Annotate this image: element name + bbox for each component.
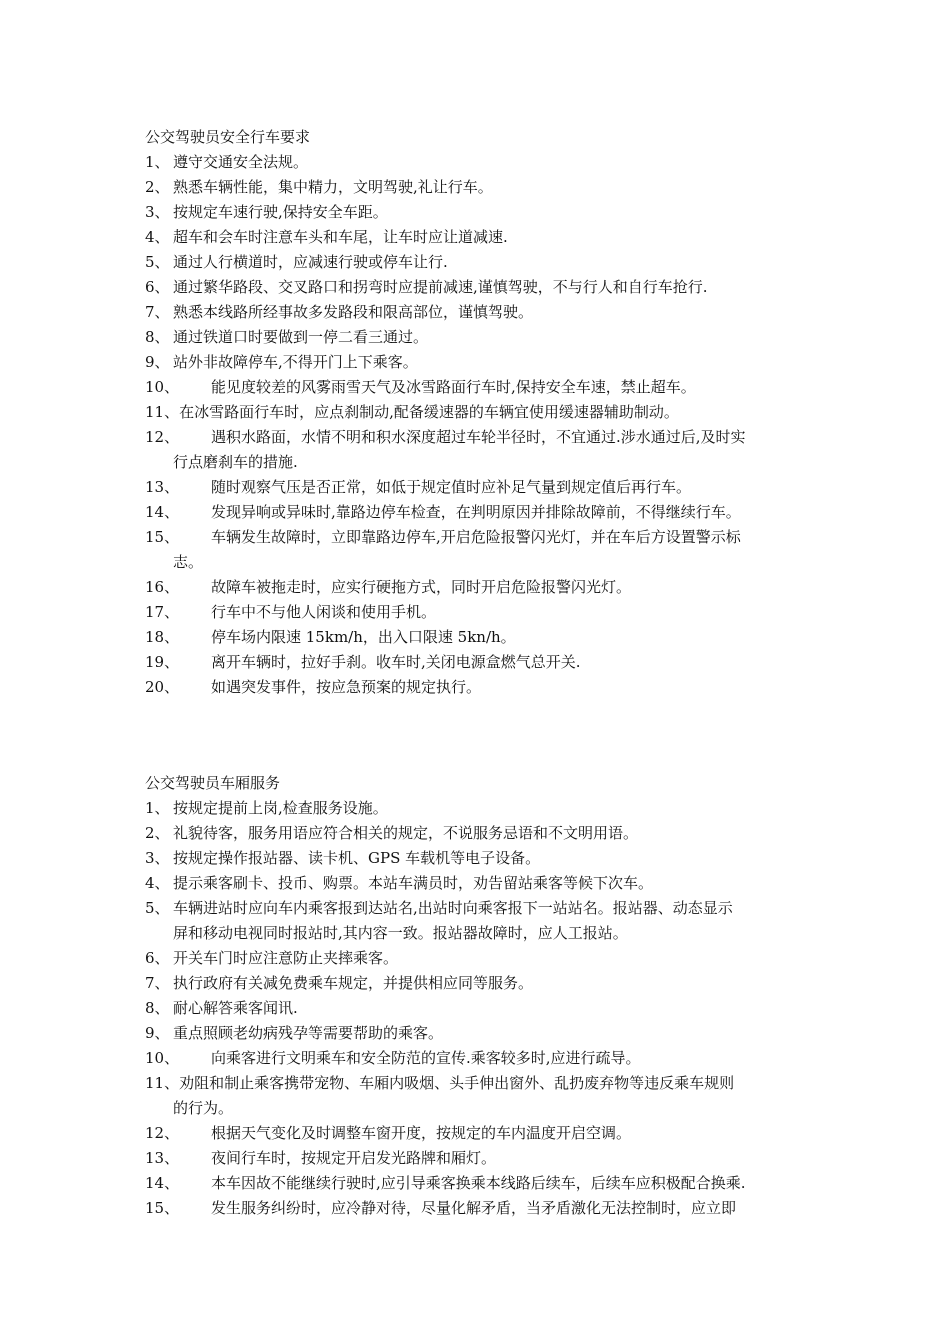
list-item xyxy=(145,375,810,400)
item-number: 7、 xyxy=(145,974,170,992)
list-item xyxy=(145,1071,810,1096)
list-item xyxy=(145,821,810,846)
item-text: 发现异响或异味时,靠路边停车检查，在判明原因并排除故障前，不得继续行车。 xyxy=(211,503,741,521)
list-item xyxy=(145,150,810,175)
item-number: 13、 xyxy=(145,1149,180,1167)
item-text: 遇积水路面，水情不明和积水深度超过车轮半径时，不宜通过.涉水通过后,及时实 xyxy=(211,428,746,446)
item-text: 在冰雪路面行车时，应点刹制动,配备缓速器的车辆宜使用缓速器辅助制动。 xyxy=(179,403,679,421)
item-continuation-text: 屏和移动电视同时报站时,其内容一致。报站器故障时，应人工报站。 xyxy=(173,924,628,942)
list-item xyxy=(145,350,810,375)
list-item xyxy=(145,946,810,971)
list-item xyxy=(145,1196,810,1221)
item-text: 通过繁华路段、交叉路口和拐弯时应提前减速,谨慎驾驶，不与行人和自行车抢行. xyxy=(173,278,708,296)
item-number: 4、 xyxy=(145,228,170,246)
item-text: 能见度较差的风雾雨雪天气及冰雪路面行车时,保持安全车速，禁止超车。 xyxy=(211,378,696,396)
list-item xyxy=(145,625,810,650)
item-text: 耐心解答乘客闻讯. xyxy=(173,999,298,1017)
item-number: 16、 xyxy=(145,578,180,596)
item-text: 站外非故障停车,不得开门上下乘客。 xyxy=(173,353,418,371)
item-text: 执行政府有关减免费乘车规定，并提供相应同等服务。 xyxy=(173,974,534,992)
list-item xyxy=(145,425,810,450)
item-number: 7、 xyxy=(145,303,170,321)
list-item xyxy=(145,200,810,225)
item-text: 提示乘客刷卡、投币、购票。本站车满员时，劝告留站乘客等候下次车。 xyxy=(173,874,654,892)
list-item xyxy=(145,996,810,1021)
item-number: 19、 xyxy=(145,653,180,671)
list-item xyxy=(145,846,810,871)
item-text: 超车和会车时注意车头和车尾，让车时应让道减速. xyxy=(173,228,508,246)
item-text: 离开车辆时，拉好手刹。收车时,关闭电源盒燃气总开关. xyxy=(211,653,581,671)
list-item xyxy=(145,600,810,625)
item-text: 本车因故不能继续行驶时,应引导乘客换乘本线路后续车，后续车应积极配合换乘. xyxy=(211,1174,746,1192)
list-item xyxy=(145,525,810,550)
item-number: 9、 xyxy=(145,353,170,371)
list-item xyxy=(145,1121,810,1146)
list-item xyxy=(145,275,810,300)
item-number: 18、 xyxy=(145,628,180,646)
item-text: 按规定车速行驶,保持安全车距。 xyxy=(173,203,388,221)
item-continuation-text: 行点磨刹车的措施. xyxy=(173,453,298,471)
item-number: 15、 xyxy=(145,1199,180,1217)
item-text: 根据天气变化及时调整车窗开度，按规定的车内温度开启空调。 xyxy=(211,1124,632,1142)
item-text: 礼貌待客，服务用语应符合相关的规定，不说服务忌语和不文明用语。 xyxy=(173,824,639,842)
list-item xyxy=(145,1171,810,1196)
item-number: 1、 xyxy=(145,153,170,171)
cabin-service-section xyxy=(145,771,810,1221)
item-text: 通过人行横道时，应减速行驶或停车让行. xyxy=(173,253,448,271)
list-item xyxy=(145,1146,810,1171)
item-text: 随时观察气压是否正常，如低于规定值时应补足气量到规定值后再行车。 xyxy=(211,478,692,496)
item-text: 熟悉本线路所经事故多发路段和限高部位，谨慎驾驶。 xyxy=(173,303,534,321)
item-text: 重点照顾老幼病残孕等需要帮助的乘客。 xyxy=(173,1024,444,1042)
item-number: 4、 xyxy=(145,874,170,892)
item-text: 停车场内限速 15km/h，出入口限速 5kn/h。 xyxy=(211,628,516,646)
list-item xyxy=(145,896,810,921)
item-number: 5、 xyxy=(145,253,170,271)
item-number: 8、 xyxy=(145,999,170,1017)
item-number: 9、 xyxy=(145,1024,170,1042)
item-text: 行车中不与他人闲谈和使用手机。 xyxy=(211,603,437,621)
service-list xyxy=(145,796,810,1221)
safety-requirements-section xyxy=(145,125,810,700)
item-text: 按规定提前上岗,检查服务设施。 xyxy=(173,799,388,817)
item-continuation-text: 的行为。 xyxy=(173,1099,234,1117)
item-number: 17、 xyxy=(145,603,180,621)
item-text: 车辆发生故障时，立即靠路边停车,开启危险报警闪光灯，并在车后方设置警示标 xyxy=(211,528,741,546)
item-continuation-text: 志。 xyxy=(173,553,204,571)
list-item xyxy=(145,475,810,500)
item-text: 车辆进站时应向车内乘客报到达站名,出站时向乘客报下一站站名。报站器、动态显示 xyxy=(173,899,733,917)
item-text: 故障车被拖走时，应实行硬拖方式，同时开启危险报警闪光灯。 xyxy=(211,578,632,596)
list-item xyxy=(145,796,810,821)
item-text: 向乘客进行文明乘车和安全防范的宣传.乘客较多时,应进行疏导。 xyxy=(211,1049,641,1067)
item-continuation xyxy=(145,921,810,946)
item-number: 14、 xyxy=(145,1174,180,1192)
list-item xyxy=(145,325,810,350)
item-number: 11、 xyxy=(145,403,180,421)
item-text: 夜间行车时，按规定开启发光路牌和厢灯。 xyxy=(211,1149,497,1167)
item-number: 12、 xyxy=(145,428,180,446)
list-item xyxy=(145,971,810,996)
requirements-list xyxy=(145,150,810,700)
item-text: 如遇突发事件，按应急预案的规定执行。 xyxy=(211,678,482,696)
item-number: 10、 xyxy=(145,1049,180,1067)
item-text: 遵守交通安全法规。 xyxy=(173,153,309,171)
list-item xyxy=(145,500,810,525)
item-text: 按规定操作报站器、读卡机、GPS 车载机等电子设备。 xyxy=(173,849,541,867)
item-number: 14、 xyxy=(145,503,180,521)
item-number: 6、 xyxy=(145,278,170,296)
item-number: 20、 xyxy=(145,678,180,696)
item-number: 5、 xyxy=(145,899,170,917)
section-title: 公交驾驶员车厢服务 xyxy=(145,774,281,792)
item-number: 1、 xyxy=(145,799,170,817)
item-number: 11、 xyxy=(145,1074,180,1092)
item-text: 发生服务纠纷时，应冷静对待，尽量化解矛盾，当矛盾激化无法控制时，应立即 xyxy=(211,1199,737,1217)
item-continuation xyxy=(145,550,810,575)
item-text: 劝阻和制止乘客携带宠物、车厢内吸烟、头手伸出窗外、乱扔废弃物等违反乘车规则 xyxy=(179,1074,735,1092)
section-title: 公交驾驶员安全行车要求 xyxy=(145,128,311,146)
item-text: 通过铁道口时要做到一停二看三通过。 xyxy=(173,328,429,346)
item-number: 15、 xyxy=(145,528,180,546)
list-item xyxy=(145,400,810,425)
list-item xyxy=(145,250,810,275)
list-item xyxy=(145,871,810,896)
item-number: 8、 xyxy=(145,328,170,346)
item-text: 熟悉车辆性能，集中精力，文明驾驶,礼让行车。 xyxy=(173,178,493,196)
list-item xyxy=(145,1021,810,1046)
list-item xyxy=(145,225,810,250)
item-number: 3、 xyxy=(145,203,170,221)
item-text: 开关车门时应注意防止夹摔乘客。 xyxy=(173,949,399,967)
item-number: 13、 xyxy=(145,478,180,496)
list-item xyxy=(145,1046,810,1071)
item-continuation xyxy=(145,450,810,475)
item-number: 2、 xyxy=(145,824,170,842)
list-item xyxy=(145,175,810,200)
list-item xyxy=(145,300,810,325)
list-item xyxy=(145,575,810,600)
list-item xyxy=(145,675,810,700)
item-number: 2、 xyxy=(145,178,170,196)
list-item xyxy=(145,650,810,675)
item-number: 3、 xyxy=(145,849,170,867)
item-number: 10、 xyxy=(145,378,180,396)
item-number: 6、 xyxy=(145,949,170,967)
item-continuation xyxy=(145,1096,810,1121)
item-number: 12、 xyxy=(145,1124,180,1142)
